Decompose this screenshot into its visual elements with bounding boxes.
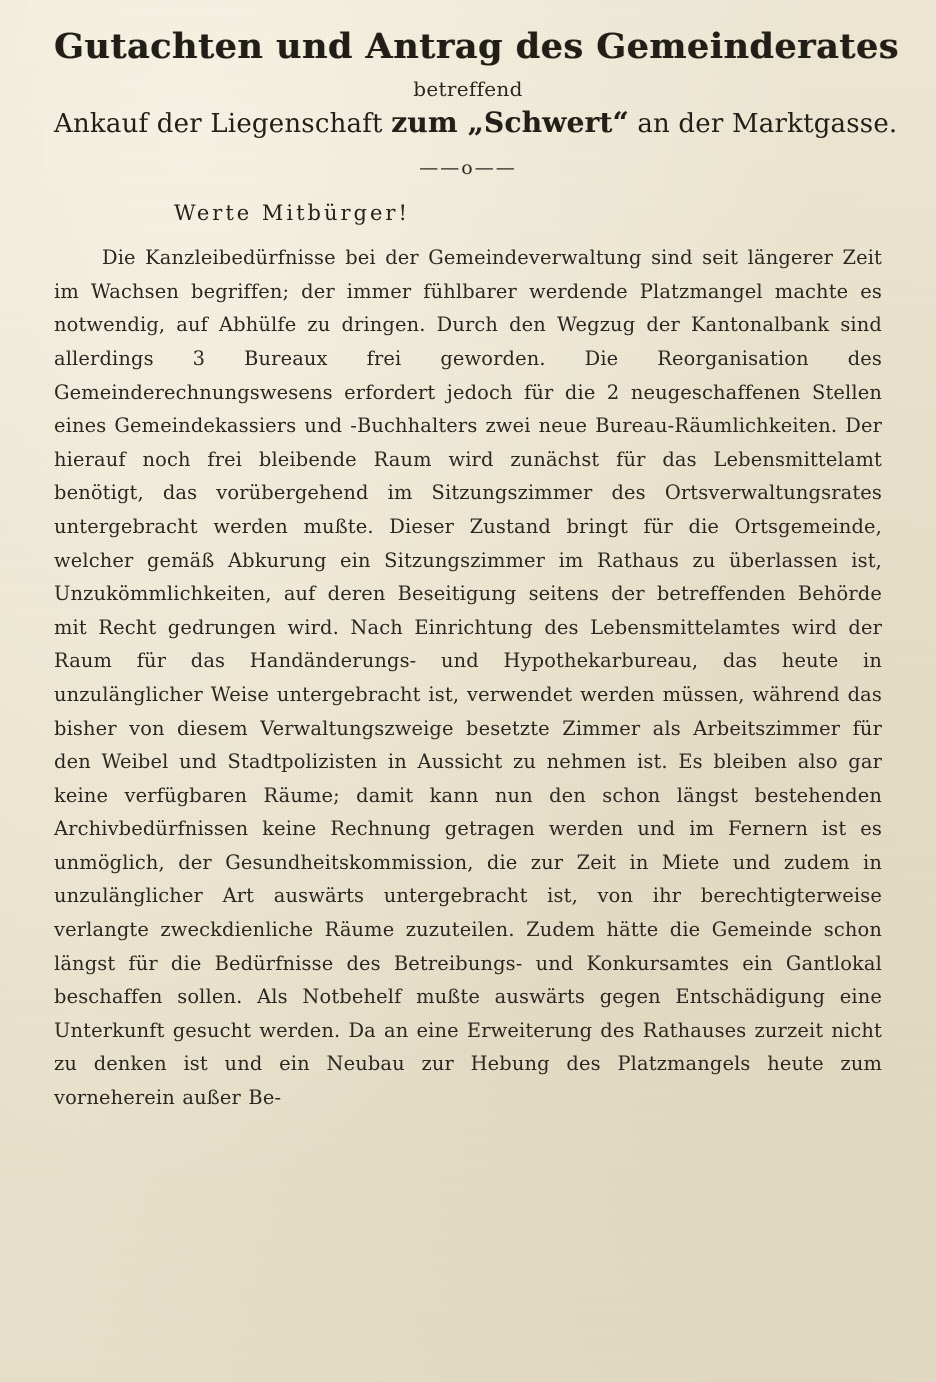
ornament-divider: ——o—— — [419, 157, 517, 180]
subject-title-emphasis: zum „Schwert“ — [391, 106, 629, 140]
page-title: Gutachten und Antrag des Gemeinderates — [54, 26, 899, 67]
subtitle-betreffend: betreffend — [413, 77, 523, 102]
body-paragraph: Die Kanzleibedürfnisse bei der Gemeindeverwaltung sind seit längerer Zeit im Wachsen begriffen; der immer fühlbarer werdende Platzmangel machte es notwendig, auf Abhülfe zu dringen. Durch den Wegzug der Kantonalbank sind allerdings 3 Bureaux frei geworden. Die Reorganisation des Gemeinderechnungswesens erfordert jedoch für die 2 neugeschaffenen Stellen eines Gemeindekassiers und -Buchhalters zwei neue Bureau-Räumlichkeiten. Der hierauf noch frei bleibende Raum wird zunächst für das Lebensmittelamt benötigt, das vorübergehend im Sitzungszimmer des Ortsverwaltungsrates untergebracht werden mußte. Dieser Zustand bringt für die Ortsgemeinde, welcher gemäß Abkurung ein Sitzungszimmer im Rathaus zu überlassen ist, Unzukömmlichkeiten, auf deren Beseitigung seitens der betreffenden Behörde mit Recht gedrungen wird. Nach Einrichtung des Lebensmittelamtes wird der Raum für das Handänderungs- und Hypothekarbureau, das heute in unzulänglicher Weise untergebracht ist, verwendet werden müssen, während das bisher von diesem Verwaltungszweige besetzte Zimmer als Arbeitszimmer für den Weibel und Stadtpolizisten in Aussicht zu nehmen ist. Es bleiben also gar keine verfügbaren Räume; damit kann nun den schon längst bestehenden Archivbedürfnissen keine Rechnung getragen werden und im Fernern ist es unmöglich, der Gesundheitskommission, die zur Zeit in Miete und zudem in unzulänglicher Art auswärts untergebracht ist, von ihr berechtigterweise verlangte zweckdienliche Räume zuzuteilen. Zudem hätte die Gemeinde schon längst für die Bedürfnisse des Betreibungs- und Konkursamtes ein Gantlokal beschaffen sollen. Als Notbehelf mußte auswärts gegen Entschädigung eine Unterkunft gesucht werden. Da an eine Erweiterung des Rathauses zurzeit nicht zu denken ist und ein Neubau zur Hebung des Platzmangels heute zum vorneherein außer Be- — [54, 246, 882, 1110]
subject-title-prefix: Ankauf der Liegenschaft — [54, 109, 392, 140]
subject-title-suffix: an der Marktgasse. — [628, 109, 898, 140]
subject-title — [54, 106, 898, 140]
salutation: Werte Mitbürger! — [174, 201, 410, 226]
document-content — [54, 26, 899, 1115]
